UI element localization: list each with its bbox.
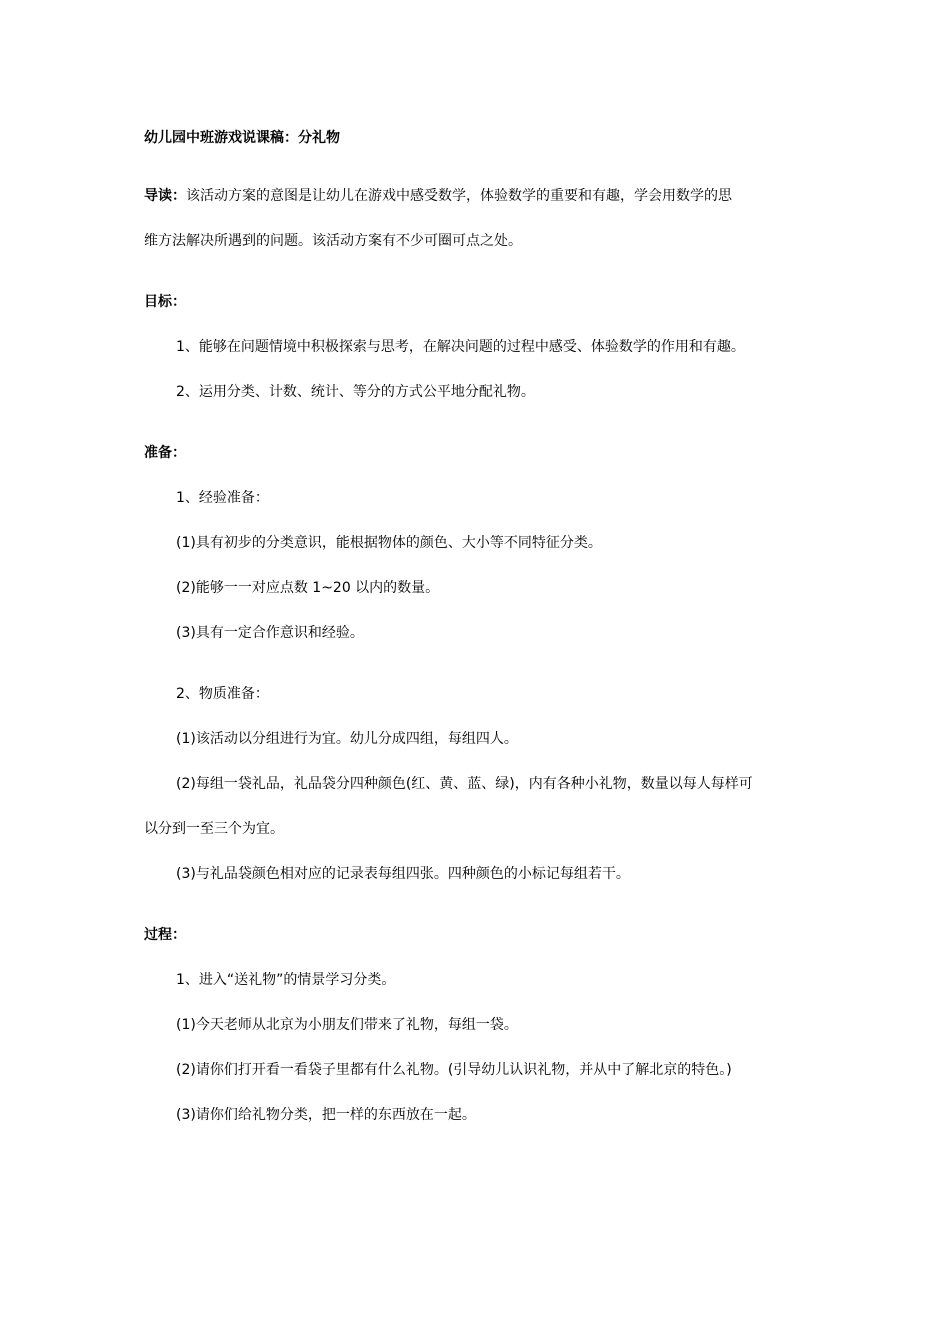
- prep-experience-item-3: (3)具有一定合作意识和经验。: [176, 625, 364, 641]
- goal-item-2: 2、运用分类、计数、统计、等分的方式公平地分配礼物。: [176, 384, 535, 400]
- prep-material-title: 2、物质准备：: [176, 686, 269, 702]
- process-item-1: (1)今天老师从北京为小朋友们带来了礼物，每组一袋。: [176, 1017, 518, 1033]
- process-heading: 过程：: [144, 927, 186, 943]
- intro-line-1: [144, 186, 732, 206]
- prep-material-item-1: (1)该活动以分组进行为宜。幼儿分成四组，每组四人。: [176, 731, 518, 747]
- prep-material-item-3: (3)与礼品袋颜色相对应的记录表每组四张。四种颜色的小标记每组若干。: [176, 866, 630, 882]
- prep-experience-item-1: (1)具有初步的分类意识，能根据物体的颜色、大小等不同特征分类。: [176, 535, 602, 551]
- intro-line-2: 维方法解决所遇到的问题。该活动方案有不少可圈可点之处。: [144, 233, 522, 249]
- process-item-3: (3)请你们给礼物分类，把一样的东西放在一起。: [176, 1107, 476, 1123]
- prep-material-item-2-line-2: 以分到一至三个为宜。: [144, 821, 284, 837]
- process-item-2: (2)请你们打开看一看袋子里都有什么礼物。(引导幼儿认识礼物，并从中了解北京的特色。): [176, 1062, 732, 1078]
- process-step-1: 1、进入“送礼物”的情景学习分类。: [176, 972, 396, 988]
- prep-material-item-2-line-1: (2)每组一袋礼品，礼品袋分四种颜色(红、黄、蓝、绿)，内有各种小礼物，数量以每人每样可: [176, 776, 753, 792]
- goal-item-1: 1、能够在问题情境中积极探索与思考，在解决问题的过程中感受、体验数学的作用和有趣。: [176, 339, 745, 355]
- goals-heading: 目标：: [144, 294, 186, 310]
- prep-heading: 准备：: [144, 445, 186, 461]
- document-title: 幼儿园中班游戏说课稿：分礼物: [144, 130, 340, 146]
- intro-label: 导读：: [144, 188, 186, 204]
- prep-experience-item-2: (2)能够一一对应点数 1~20 以内的数量。: [176, 580, 440, 596]
- intro-text-1: 该活动方案的意图是让幼儿在游戏中感受数学，体验数学的重要和有趣，学会用数学的思: [186, 188, 732, 204]
- prep-experience-title: 1、经验准备：: [176, 490, 269, 506]
